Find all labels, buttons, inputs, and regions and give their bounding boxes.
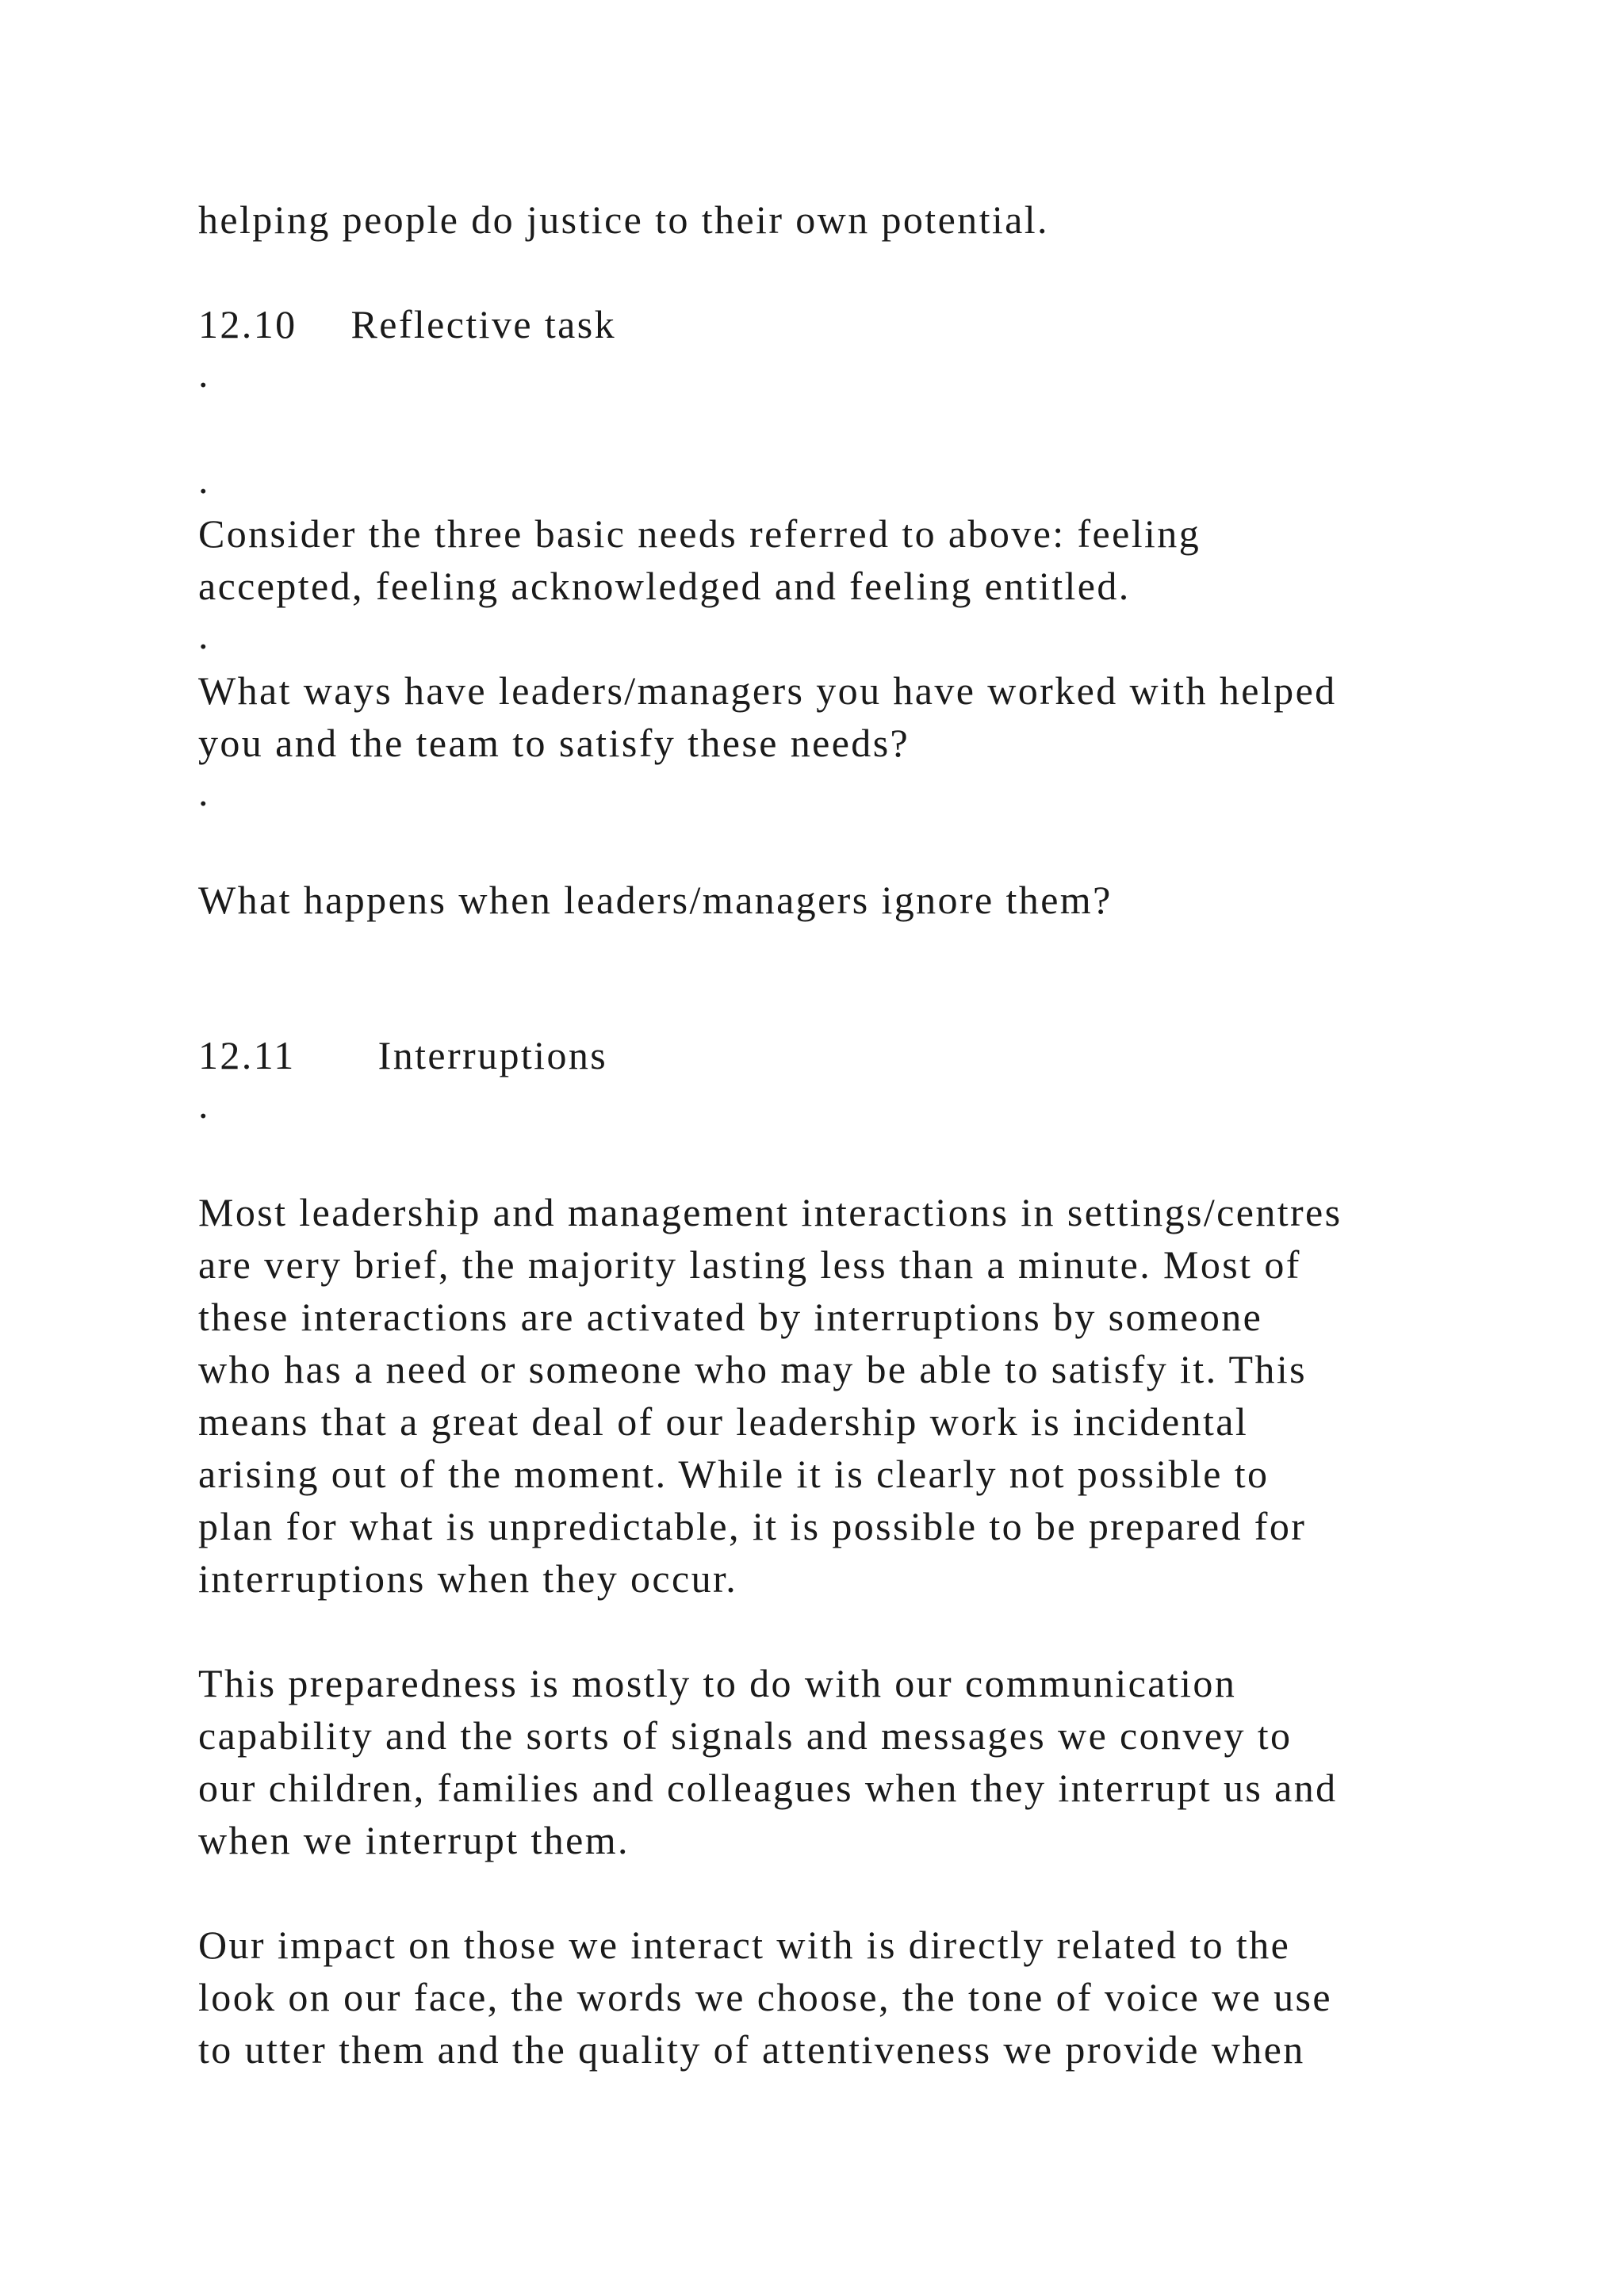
bullet-mark: . bbox=[198, 1082, 210, 1127]
section-number: 12.10 bbox=[198, 302, 297, 346]
paragraph-line: our children, families and colleagues when they interrupt us and bbox=[198, 1766, 1338, 1810]
section-heading-12-11 bbox=[198, 1035, 607, 1075]
section-title: Interruptions bbox=[377, 1033, 608, 1077]
paragraph-line: Most leadership and management interactions in settings/centres bbox=[198, 1190, 1342, 1234]
paragraph-line: to utter them and the quality of attentiveness we provide when bbox=[198, 2027, 1305, 2072]
paragraph-line: are very brief, the majority lasting less than a minute. Most of bbox=[198, 1242, 1301, 1287]
question-line: What ways have leaders/managers you have worked with helped bbox=[198, 668, 1337, 713]
paragraph-line: when we interrupt them. bbox=[198, 1818, 630, 1862]
bullet-mark: . bbox=[198, 457, 210, 502]
paragraph-line: look on our face, the words we choose, the tone of voice we use bbox=[198, 1975, 1332, 2019]
question-line: accepted, feeling acknowledged and feeling entitled. bbox=[198, 564, 1131, 608]
paragraph-line: interruptions when they occur. bbox=[198, 1556, 738, 1601]
paragraph-line: capability and the sorts of signals and messages we convey to bbox=[198, 1713, 1293, 1758]
section-title: Reflective task bbox=[350, 302, 616, 346]
paragraph-line: these interactions are activated by interruptions by someone bbox=[198, 1295, 1263, 1339]
section-heading-12-10 bbox=[198, 304, 616, 344]
paragraph-line: who has a need or someone who may be able to satisfy it. This bbox=[198, 1347, 1307, 1391]
section-number: 12.11 bbox=[198, 1033, 296, 1077]
intro-line: helping people do justice to their own potential. bbox=[198, 197, 1049, 242]
bullet-mark: . bbox=[198, 770, 210, 814]
paragraph-line: arising out of the moment. While it is clearly not possible to bbox=[198, 1452, 1270, 1496]
bullet-mark: . bbox=[198, 351, 210, 396]
question-line: you and the team to satisfy these needs? bbox=[198, 721, 910, 765]
bullet-mark: . bbox=[198, 613, 210, 657]
question-line: What happens when leaders/managers ignore them? bbox=[198, 878, 1113, 922]
paragraph-line: means that a great deal of our leadership work is incidental bbox=[198, 1399, 1249, 1444]
paragraph-line: plan for what is unpredictable, it is possible to be prepared for bbox=[198, 1504, 1307, 1548]
paragraph-line: This preparedness is mostly to do with our communication bbox=[198, 1661, 1237, 1705]
paragraph-line: Our impact on those we interact with is directly related to the bbox=[198, 1923, 1291, 1967]
question-line: Consider the three basic needs referred to above: feeling bbox=[198, 511, 1201, 556]
